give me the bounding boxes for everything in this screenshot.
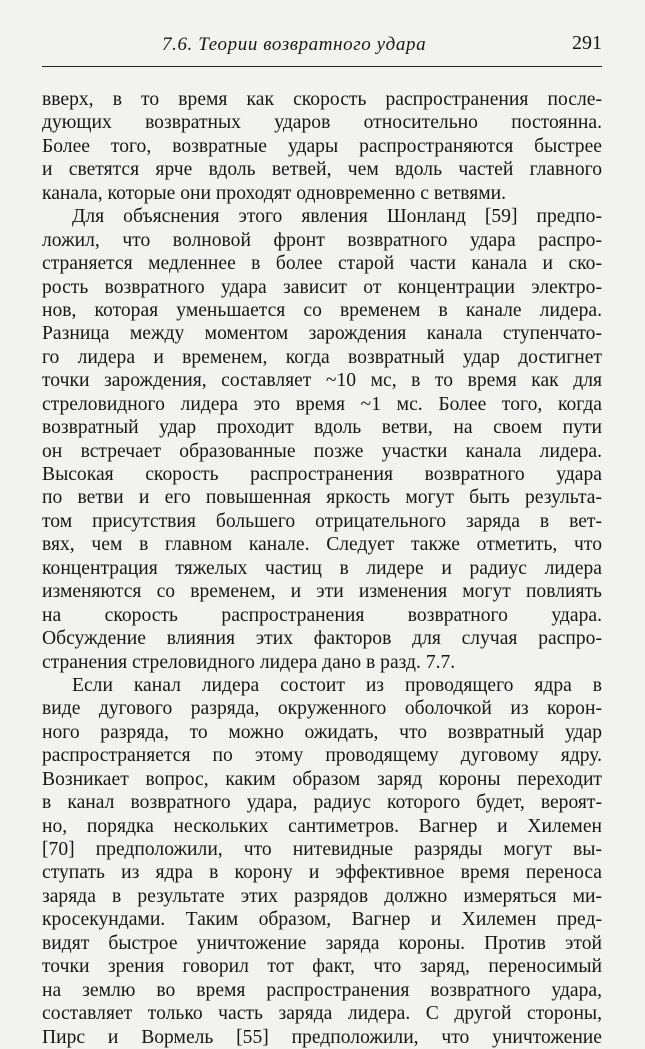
text-line: на землю во время распространения возвратного удара,	[42, 979, 602, 1001]
text-line: в канал возвратного удара, радиус которого будет, вероят-	[42, 792, 602, 814]
text-line: го лидера и временем, когда возвратный удар достигнет	[42, 346, 602, 368]
text-line: странения стреловидного лидера дано в разд. 7.7.	[42, 651, 456, 673]
text-line: изменяются со временем, и эти изменения могут повлиять	[42, 581, 602, 603]
text-line: Разница между моментом зарождения канала ступенчато-	[42, 323, 602, 345]
text-line: Если канал лидера состоит из проводящего ядра в	[72, 674, 602, 696]
text-line: вверх, в то время как скорость распространения после-	[42, 89, 602, 110]
text-line: канала, которые они проходят одновременно с ветвями.	[42, 182, 507, 204]
text-line: на скорость распространения возвратного удара.	[42, 604, 602, 626]
body-text	[42, 88, 602, 1049]
text-line: рость возвратного удара зависит от концентрации электро-	[42, 276, 602, 298]
text-line: возвратный удар проходит вдоль ветви, на своем пути	[42, 417, 602, 439]
text-line: ложил, что волновой фронт возвратного удара распро-	[42, 229, 602, 251]
text-line: Для объяснения этого явления Шонланд [59] предпо-	[72, 206, 602, 228]
running-title: 7.6. Теории возвратного удара	[162, 34, 427, 55]
text-line: и светятся ярче вдоль ветвей, чем вдоль частей главного	[42, 159, 602, 181]
text-line: виде дугового разряда, окруженного оболочкой из корон-	[42, 698, 602, 720]
text-line: Обсуждение влияния этих факторов для случая распро-	[42, 628, 602, 650]
text-line: точки зрения говорил тот факт, что заряд, переносимый	[42, 956, 602, 978]
running-header	[42, 34, 602, 64]
text-line: [70] предположили, что нитевидные разряды могут вы-	[42, 839, 602, 860]
text-line: нов, которая уменьшается со временем в канале лидера.	[42, 299, 602, 321]
text-line: заряда в результате этих разрядов должно измеряться ми-	[42, 885, 602, 907]
text-line: распространяется по этому проводящему дуговому ядру.	[42, 745, 602, 767]
text-line: Возникает вопрос, каким образом заряд короны переходит	[42, 768, 602, 790]
text-line: но, порядка нескольких сантиметров. Вагнер и Хилемен	[42, 815, 602, 837]
text-line: дующих возвратных ударов относительно постоянна.	[42, 112, 602, 134]
text-line: кросекундами. Таким образом, Вагнер и Хилемен пред-	[42, 909, 602, 931]
text-line: ступать из ядра в корону и эффективное время переноса	[42, 862, 602, 884]
text-line: видят быстрое уничтожение заряда короны. Против этой	[42, 932, 602, 954]
text-line: Пирс и Вормель [55] предположили, что уничтожение	[42, 1026, 602, 1048]
header-rule	[42, 66, 602, 67]
text-line: Высокая скорость распространения возвратного удара	[42, 464, 602, 485]
text-line: точки зарождения, составляет ~10 мс, в то время как для	[42, 370, 602, 392]
page-number: 291	[572, 32, 602, 54]
text-line: стреловидного лидера это время ~1 мс. Более того, когда	[42, 393, 602, 415]
text-line: страняется медленнее в более старой части канала и ско-	[42, 253, 602, 275]
text-line: концентрация тяжелых частиц в лидере и радиус лидера	[42, 557, 602, 579]
text-line: ного разряда, то можно ожидать, что возвратный удар	[42, 721, 602, 743]
text-line: по ветви и его повышенная яркость могут быть результа-	[42, 487, 602, 509]
text-line: он встречает образованные позже участки канала лидера.	[42, 440, 602, 462]
text-line: вях, чем в главном канале. Следует также отметить, что	[42, 534, 602, 556]
text-line: Более того, возвратные удары распространяются быстрее	[42, 135, 602, 157]
text-line: том присутствия большего отрицательного заряда в вет-	[42, 510, 602, 532]
text-line: составляет только часть заряда лидера. С другой стороны,	[42, 1003, 602, 1025]
